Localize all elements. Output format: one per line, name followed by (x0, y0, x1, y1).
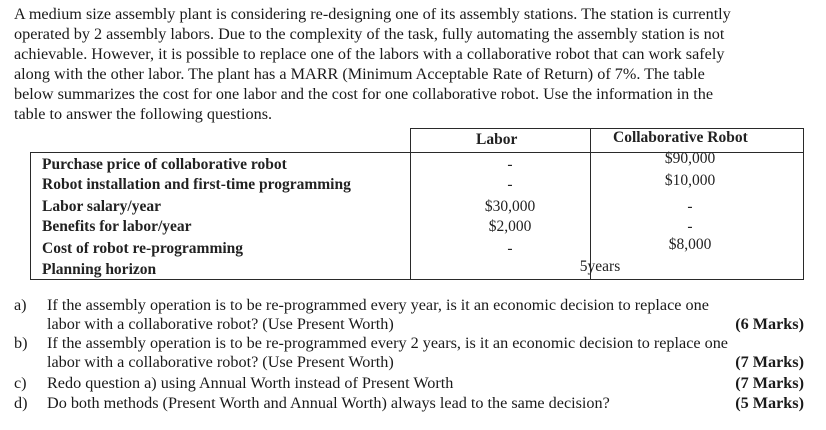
question-text: labor with a collaborative robot? (Use Present Worth) (47, 353, 394, 371)
question-text: labor with a collaborative robot? (Use Present Worth) (47, 315, 394, 333)
row-label-purchase-price: Purchase price of collaborative robot (42, 156, 287, 173)
intro-line: below summarizes the cost for one labor and the cost for one collaborative robot. Use the information in the (14, 85, 714, 103)
labor-reprogramming: - (507, 240, 513, 257)
question-letter: a) (14, 296, 27, 314)
robot-salary: - (687, 198, 693, 215)
intro-line: operated by 2 assembly labors. Due to the complexity of the task, fully automating the assembly station is not (14, 25, 725, 43)
question-text: Do both methods (Present Worth and Annual Worth) always lead to the same decision? (47, 394, 610, 412)
row-label-benefits: Benefits for labor/year (42, 218, 192, 235)
robot-benefits: - (687, 218, 693, 235)
question-letter: d) (14, 394, 28, 412)
question-text: If the assembly operation is to be re-programmed every year, is it an economic decision to replace one (47, 296, 709, 314)
robot-installation: $10,000 (664, 172, 716, 189)
intro-line: A medium size assembly plant is considering re-designing one of its assembly stations. The station is currently (14, 5, 731, 23)
table-right-border (803, 128, 804, 280)
row-label-installation: Robot installation and first-time programming (42, 176, 351, 193)
labor-salary-value: $30,000 (484, 198, 536, 215)
table-bottom-border (30, 279, 804, 280)
row-label-planning-horizon: Planning horizon (42, 261, 157, 278)
header-collaborative-robot: Collaborative Robot (613, 129, 748, 146)
question-text: Redo question a) using Annual Worth instead of Present Worth (47, 374, 454, 392)
row-label-reprogramming: Cost of robot re-programming (42, 240, 244, 257)
intro-line: table to answer the following questions. (14, 105, 273, 123)
labor-benefits-value: $2,000 (488, 218, 532, 235)
table-divider-1 (410, 128, 411, 280)
problem-statement (14, 4, 814, 124)
robot-reprogramming-value: $8,000 (668, 236, 712, 253)
question-letter: b) (14, 334, 28, 352)
intro-line: along with the other labor. The plant has a MARR (Minimum Acceptable Rate of Return) of 7%. The table (14, 65, 705, 83)
robot-purchase-price: $90,000 (664, 150, 716, 167)
labor-purchase-price: - (507, 156, 513, 173)
question-text: If the assembly operation is to be re-programmed every 2 years, is it an economic decision to replace one (47, 334, 728, 352)
question-letter: c) (14, 374, 27, 392)
question-marks: (7 Marks) (735, 374, 804, 392)
question-marks: (6 Marks) (735, 315, 804, 333)
row-label-labor-salary: Labor salary/year (42, 198, 161, 215)
header-labor: Labor (476, 131, 518, 148)
planning-horizon-value: 5years (579, 258, 621, 275)
intro-line: achievable. However, it is possible to replace one of the labors with a collaborative robot that can work safely (14, 45, 725, 63)
cost-table (30, 128, 804, 280)
labor-installation: - (507, 176, 513, 193)
question-marks: (5 Marks) (735, 394, 804, 412)
table-left-border (30, 152, 31, 280)
question-marks: (7 Marks) (735, 353, 804, 371)
